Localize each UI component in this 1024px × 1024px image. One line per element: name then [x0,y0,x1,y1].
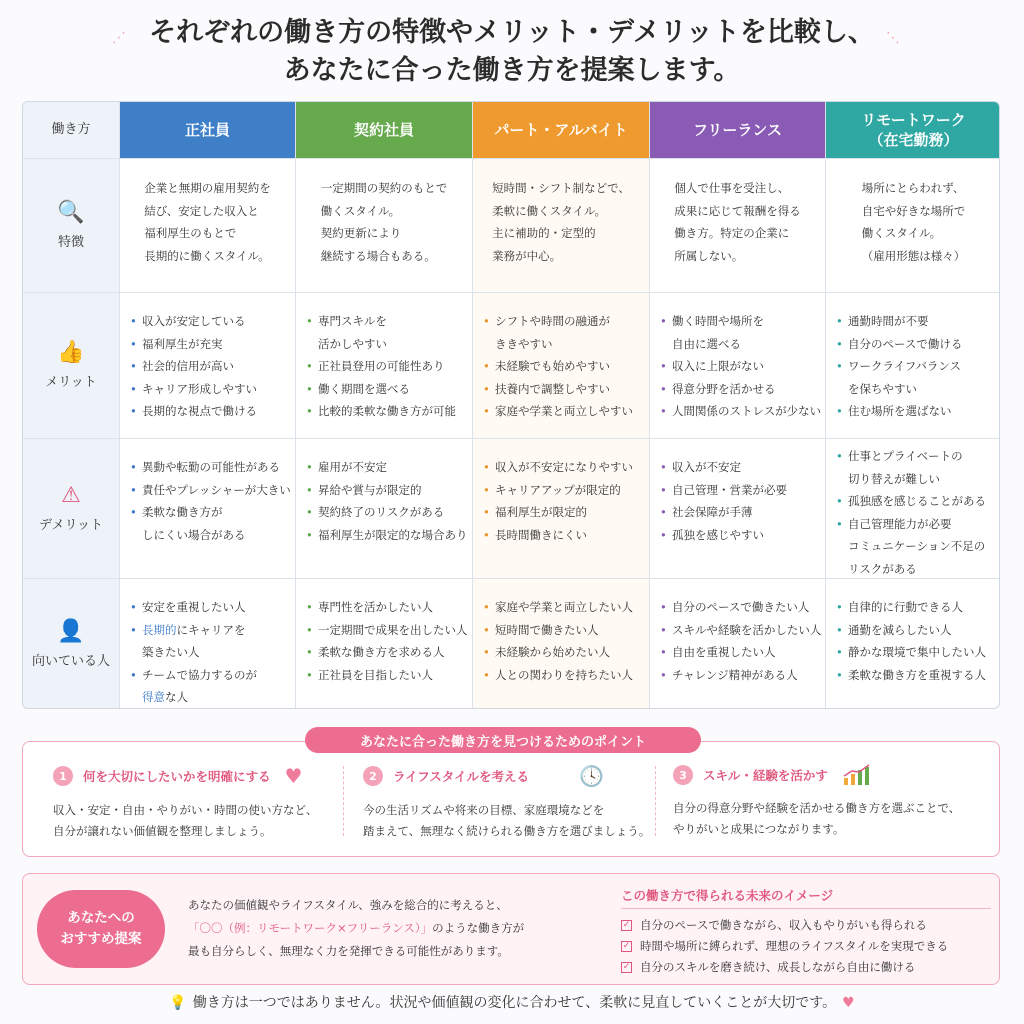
list-item: • 静かな環境で集中したい人 [836,641,1000,664]
future-title: この働き方で得られる未来のイメージ [621,886,991,909]
list-item: リスクがある [848,561,917,576]
feature-line: 一定期間の契約のもとで [320,181,448,195]
list-item: を保ちやすい [848,381,917,396]
list-item: ききやすい [495,336,553,351]
list-item: • 働く期間を選べる [306,378,472,401]
demerits-cell [119,439,295,578]
merits-cell [295,293,472,438]
comparison-table [22,101,1000,709]
list-item: • 孤独感を感じることがある [836,490,1000,513]
feature-line: 長期的に働くスタイル。 [144,248,270,263]
list-item: • 人間関係のストレスが少ない [660,400,825,423]
merits-cell [649,293,825,438]
list-item: • 福利厚生が充実 [130,333,295,356]
header-part-time: パート・アルバイト [472,102,649,158]
recommendation-highlight: 「〇〇（例：リモートワーク×フリーランス）」 [188,921,433,935]
feature-line: 所属しない。 [674,248,744,263]
heart-icon: ♥ [842,995,855,1011]
list-item: • 短時間で働きたい人 [483,619,649,642]
features-cell [649,159,825,292]
point-heading: ライフスタイルを考える [393,769,530,784]
feature-line: 継続する場合もある。 [320,248,436,263]
list-item: • 福利厚生が限定的な場合あり [306,524,472,547]
list-item: • 通勤時間が不要 [836,310,1000,333]
checkbox-icon: ✓ [622,941,631,951]
points-box [22,741,1000,857]
feature-line: 自宅や好きな場所で [861,203,966,218]
feature-line: 福利厚生のもとで [144,226,237,240]
merits-row [23,292,1000,438]
list-item: • シフトや時間の融通が [483,310,649,333]
feature-line: 柔軟に働くスタイル。 [492,203,606,218]
feature-line: 働くスタイル。 [320,203,401,218]
list-item: • 通勤を減らしたい人 [836,619,1000,642]
list-item: • 自己管理能力が必要 [836,513,1000,536]
list-item: • 昇給や賞与が限定的 [306,479,472,502]
title-line-1: それぞれの働き方の特徴やメリット・デメリットを比較し、 [149,17,875,48]
list-item: • 柔軟な働き方を求める人 [306,641,472,664]
suited-cell [825,579,1000,709]
point-heading: 何を大切にしたいかを明確にする [83,769,271,784]
list-item: • 社会的信用が高い [130,355,295,378]
list-item: • 長期的な視点で働ける [130,400,295,423]
features-cell [119,159,295,292]
growth-chart-icon [842,764,872,786]
list-item: • 正社員を目指したい人 [306,664,472,687]
clock-icon: 🕓 [579,764,604,788]
list-item: • 柔軟な働き方が [130,501,295,524]
list-item: • 未経験でも始めやすい [483,355,649,378]
corner-label: 働き方 [23,102,119,158]
thumbs-up-icon: 👍 [57,340,85,365]
checkbox-icon: ✓ [622,962,631,972]
header-remote: リモートワーク （在宅勤務） [825,102,1000,158]
future-list [621,915,991,978]
list-item: • 家庭や学業と両立したい人 [483,596,649,619]
checkbox-icon: ✓ [622,920,631,930]
list-item: • 住む場所を選ばない [836,400,1000,423]
suited-row [23,578,1000,709]
list-item: 得意な人 [142,690,188,704]
list-item: • 働く時間や場所を [660,310,825,333]
list-item: コミュニケーション不足の [848,539,986,553]
features-cell [825,159,1000,292]
merits-cell [825,293,1000,438]
list-item: • 責任やプレッシャーが大きい [130,479,295,502]
list-item: • 柔軟な働き方を重視する人 [836,664,1000,687]
list-item: • 自分のペースで働きたい人 [660,596,825,619]
feature-line: 成果に応じて報酬を得る [674,203,801,218]
recommendation-badge: あなたへの おすすめ提案 [37,890,165,968]
list-item: • 自己管理・営業が必要 [660,479,825,502]
list-item: • 人との関わりを持ちたい人 [483,664,649,687]
list-item: • 収入が不安定になりやすい [483,456,649,479]
list-item: しにくい場合がある [142,527,246,542]
list-item: • 収入に上限がない [660,355,825,378]
row-label-demerits: デメリット [39,518,103,533]
list-item: • 正社員登用の可能性あり [306,355,472,378]
point-item-2: 2 ライフスタイルを考える 🕓 今の生活リズムや将来の目標、家庭環境などを 踏まえて、無理なく続けられる働き方を選びましょう。 [363,764,651,838]
suited-cell [472,579,649,709]
list-item: • 専門スキルを [306,310,472,333]
list-item: • 収入が安定している [130,310,295,333]
list-item: • チームで協力するのが [130,664,295,687]
points-title: あなたに合った働き方を見つけるためのポイント [305,727,701,753]
list-item: • 孤独を感じやすい [660,524,825,547]
list-item: • 契約終了のリスクがある [306,501,472,524]
demerits-cell [472,439,649,578]
list-item: • 専門性を活かしたい人 [306,596,472,619]
features-cell [472,159,649,292]
point-item-3: 3 スキル・経験を活かす 自分の得意分野や経験を活かせる働き方を選ぶことで、 やりがいと成果につながります。 [673,764,960,840]
features-row [23,158,1000,292]
header-keiyaku: 契約社員 [295,102,472,158]
suited-cell [119,579,295,709]
list-item: • 収入が不安定 [660,456,825,479]
suited-cell [649,579,825,709]
list-item: • 自分のペースで働ける [836,333,1000,356]
list-item: • 長時間働きにくい [483,524,649,547]
demerits-row [23,438,1000,578]
feature-line: 契約更新により [320,226,402,240]
title-line-2: あなたに合った働き方を提案します。 [283,55,741,86]
heart-icon: ♥ [284,764,303,788]
page-title [0,14,1024,90]
list-item: • 一定期間で成果を出したい人 [306,619,472,642]
feature-line: 短時間・シフト制などで、 [492,181,630,195]
feature-line: 個人で仕事を受注し、 [674,181,790,195]
list-item: 切り替えが難しい [848,471,940,486]
list-item: • キャリア形成しやすい [130,378,295,401]
list-item: • 比較的柔軟な働き方が可能 [306,400,472,423]
list-item: 自由に選べる [672,336,741,351]
merits-cell [119,293,295,438]
divider [343,766,344,836]
row-label-suited: 向いている人 [31,654,110,669]
feature-line: 主に補助的・定型的 [492,226,596,240]
list-item: • 福利厚生が限定的 [483,501,649,524]
list-item: • 異動や転勤の可能性がある [130,456,295,479]
feature-line: 働くスタイル。 [861,226,942,240]
magnifier-icon: 🔍 [57,200,85,225]
divider [655,766,656,836]
sparkle-left-icon: ⋰ [112,30,128,46]
features-cell [295,159,472,292]
list-item: • 家庭や学業と両立しやすい [483,400,649,423]
list-item: • 自律的に行動できる人 [836,596,1000,619]
list-item: • 未経験から始めたい人 [483,641,649,664]
suited-cell [295,579,472,709]
future-item: ✓ 自分のスキルを磨き続け、成長しながら自由に働ける [622,960,916,974]
feature-line: 結び、安定した収入と [144,203,259,218]
list-item: • チャレンジ精神がある人 [660,664,825,687]
demerits-cell [295,439,472,578]
point-heading: スキル・経験を活かす [703,768,828,783]
list-item: • 自由を重視したい人 [660,641,825,664]
future-item: ✓ 自分のペースで働きながら、収入もやりがいも得られる [622,918,927,932]
list-item: • スキルや経験を活かしたい人 [660,619,825,642]
list-item: • 雇用が不安定 [306,456,472,479]
list-item: • キャリアアップが限定的 [483,479,649,502]
table-header-row [23,102,1000,158]
future-item: ✓ 時間や場所に縛られず、理想のライフスタイルを実現できる [622,939,949,953]
feature-line: 業務が中心。 [492,248,562,263]
header-freelance: フリーランス [649,102,825,158]
future-image-panel [621,886,991,978]
list-item: • 得意分野を活かせる [660,378,825,401]
sparkle-right-icon: ⋱ [886,30,902,46]
demerits-cell [649,439,825,578]
footer-note: 💡 働き方は一つではありません。状況や価値観の変化に合わせて、柔軟に見直していくことが大切です。 ♥ [169,995,855,1011]
demerits-cell [825,439,1000,578]
recommendation-text: あなたの価値観やライフスタイル、強みを総合的に考えると、 「〇〇（例：リモートワーク×フリーランス）」のような働き方が 最も自分らしく、無理なく力を発揮できる可能性があります。 [188,898,525,958]
recommendation-box [22,873,1000,985]
feature-line: （雇用形態は様々） [861,248,966,263]
header-seishain: 正社員 [119,102,295,158]
list-item: • 仕事とプライベートの [836,445,1000,468]
point-item-1: 1 何を大切にしたいかを明確にする ♥ 収入・安定・自由・やりがい・時間の使い方など、 自分が譲れない価値観を整理しましょう。 [53,764,318,838]
list-item: • 安定を重視したい人 [130,596,295,619]
list-item: • ワークライフバランス [836,355,1000,378]
list-item: 活かしやすい [318,336,387,351]
feature-line: 場所にとらわれず、 [861,181,965,195]
list-item: • 社会保障が手薄 [660,501,825,524]
feature-line: 企業と無期の雇用契約を [144,181,271,195]
feature-line: 働き方。特定の企業に [674,226,790,240]
merits-cell [472,293,649,438]
list-item: • 長期的にキャリアを [130,619,295,642]
lightbulb-icon: 💡 [169,995,187,1011]
row-label-features: 特徴 [57,235,84,250]
row-label-merits: メリット [45,375,97,390]
list-item: • 扶養内で調整しやすい [483,378,649,401]
person-icon: 👤 [57,619,85,644]
warning-icon: ⚠ [61,483,81,508]
list-item: 築きたい人 [142,645,200,659]
